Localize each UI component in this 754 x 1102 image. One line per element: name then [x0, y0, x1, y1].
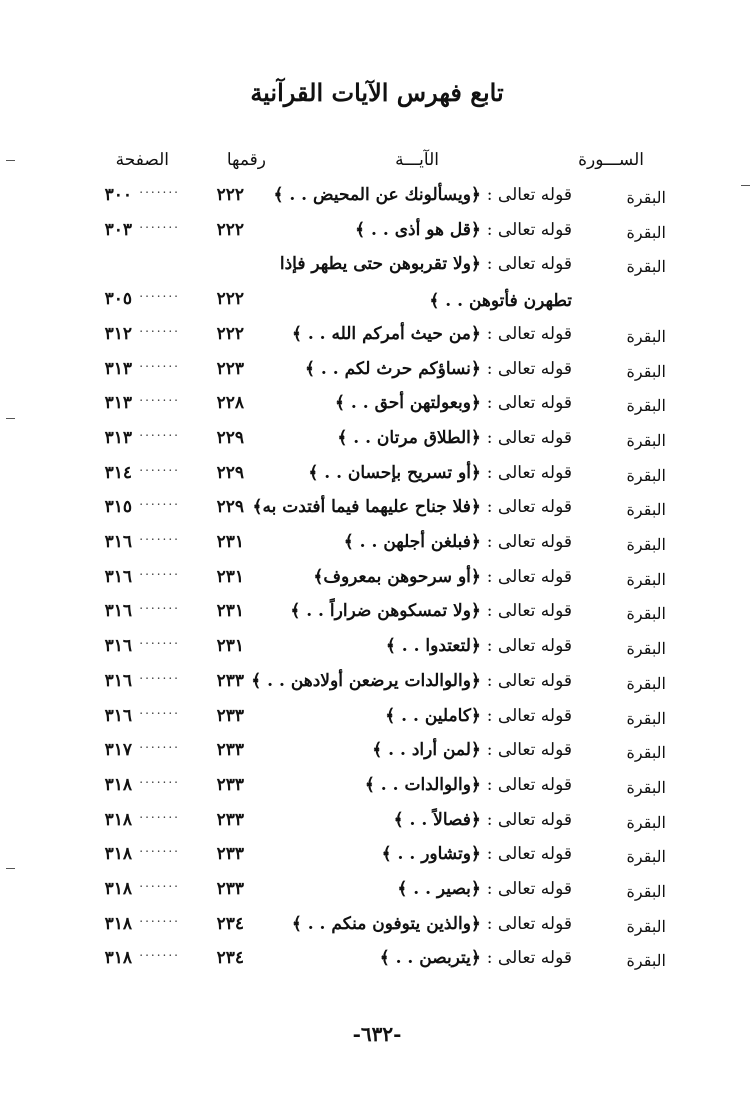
aya-text: ﴿الطلاق مرتان . . ﴾: [337, 427, 481, 448]
surah-name: البقرة: [626, 222, 666, 242]
aya-lead: قوله تعالى :: [486, 809, 572, 830]
header-surah: الســـورة: [578, 150, 644, 170]
leader-dots: .......: [139, 563, 180, 578]
aya-text: ﴿نساؤكم حرث لكم . . ﴾: [305, 358, 481, 379]
aya-cell: [280, 253, 572, 274]
aya-lead: قوله تعالى :: [486, 185, 572, 205]
page-ref: ٣٠٠: [104, 185, 132, 205]
surah-name: البقرة: [626, 604, 666, 624]
aya-text: ﴿فصالاً . . ﴾: [393, 809, 481, 830]
aya-lead: قوله تعالى :: [486, 566, 572, 587]
aya-cell: [305, 358, 572, 379]
page-ref: ٣١٥: [104, 497, 132, 518]
page-ref: ٣٠٥: [104, 289, 132, 310]
aya-lead: قوله تعالى :: [486, 358, 572, 379]
table-row: [0, 562, 754, 596]
aya-cell: [355, 219, 572, 240]
aya-cell: [292, 913, 572, 934]
leader-dots: .......: [139, 667, 180, 682]
surah-name: البقرة: [626, 188, 666, 207]
aya-text: ﴿أو سرحوهن بمعروف﴾: [313, 566, 481, 587]
margin-mark: [6, 868, 15, 869]
aya-text: ﴿ولا تقربوهن حتى يطهر فإذا: [279, 254, 481, 275]
aya-cell: [365, 774, 572, 795]
aya-cell: [394, 809, 572, 830]
surah-name: البقرة: [626, 882, 666, 901]
surah-name: البقرة: [626, 430, 666, 450]
aya-number: ٢٢٢: [216, 289, 244, 310]
page-ref: ٣١٣: [104, 427, 132, 448]
aya-lead: قوله تعالى :: [486, 323, 572, 344]
leader-dots: .......: [139, 633, 180, 648]
table-row: [0, 631, 754, 665]
margin-mark: [741, 185, 750, 186]
surah-name: البقرة: [626, 708, 666, 728]
margin-mark: [6, 418, 15, 419]
leader-dots: .......: [139, 910, 180, 925]
surah-name: البقرة: [626, 500, 666, 520]
table-row: [0, 354, 754, 388]
aya-text: ﴿ولا تمسكوهن ضراراً . . ﴾: [290, 601, 481, 622]
table-row: [0, 874, 754, 908]
aya-cell: [372, 739, 572, 760]
aya-number: ٢٢٩: [216, 497, 244, 518]
aya-number: ٢٢٩: [216, 462, 244, 483]
table-row: [0, 770, 754, 804]
aya-cell: [253, 496, 572, 517]
aya-cell: [251, 670, 572, 691]
table-row: [0, 458, 754, 492]
aya-cell: [397, 878, 572, 899]
page-ref: ٣١٧: [104, 740, 132, 761]
aya-lead: قوله تعالى :: [486, 636, 572, 657]
aya-number: ٢٣١: [216, 601, 244, 622]
leader-dots: .......: [139, 494, 180, 509]
page-number: -٦٣٢-: [352, 1022, 402, 1046]
aya-number: ٢٢٢: [216, 219, 244, 240]
leader-dots: .......: [139, 286, 180, 301]
surah-name: البقرة: [626, 361, 666, 381]
surah-name: البقرة: [626, 847, 666, 867]
aya-lead: قوله تعالى :: [486, 948, 572, 969]
table-row: [0, 423, 754, 457]
surah-name: البقرة: [626, 743, 666, 763]
aya-text: ﴿والذين يتوفون منكم . . ﴾: [291, 913, 481, 934]
aya-lead: قوله تعالى :: [486, 879, 572, 899]
aya-number: ٢٣٣: [216, 705, 244, 726]
page-ref: ٣١٨: [104, 913, 132, 934]
aya-cell: [386, 635, 572, 656]
leader-dots: .......: [139, 876, 180, 890]
aya-lead: قوله تعالى :: [486, 705, 572, 726]
page-ref: ٣١٣: [104, 358, 132, 379]
aya-number: ٢٢٢: [216, 185, 244, 205]
leader-dots: .......: [139, 320, 180, 335]
page-ref: ٣١٦: [104, 601, 132, 622]
aya-cell: [290, 600, 572, 621]
leader-dots: .......: [139, 424, 180, 439]
aya-number: ٢٢٩: [216, 427, 244, 448]
table-row: [0, 388, 754, 422]
aya-lead: قوله تعالى :: [486, 670, 572, 691]
aya-text: ﴿كاملين . . ﴾: [385, 705, 481, 726]
surah-name: البقرة: [626, 465, 666, 485]
aya-lead: قوله تعالى :: [486, 913, 572, 934]
aya-text: ﴿فبلغن أجلهن . . ﴾: [343, 532, 481, 552]
leader-dots: .......: [139, 841, 180, 856]
aya-text: ﴿من حيث أمركم الله . . ﴾: [291, 323, 481, 344]
aya-cell: [385, 705, 572, 726]
table-row: [0, 909, 754, 943]
aya-text: ﴿وبعولتهن أحق . . ﴾: [335, 393, 481, 414]
table-row: [0, 215, 754, 249]
page-ref: ٣١٨: [104, 879, 132, 899]
aya-number: ٢٣٣: [216, 844, 244, 865]
table-row: [0, 805, 754, 839]
aya-lead: قوله تعالى :: [486, 393, 572, 414]
aya-cell: [273, 184, 572, 205]
aya-lead: قوله تعالى :: [486, 601, 572, 622]
aya-cell: [335, 392, 572, 413]
leader-dots: .......: [139, 737, 180, 752]
leader-dots: .......: [139, 529, 180, 543]
surah-name: البقرة: [626, 639, 666, 659]
aya-lead: قوله تعالى :: [486, 532, 572, 552]
aya-cell: [308, 462, 572, 483]
table-row: [0, 839, 754, 873]
aya-cell: [382, 843, 572, 864]
aya-text: ﴿والوالدات يرضعن أولادهن . . ﴾: [251, 670, 481, 691]
aya-lead: قوله تعالى :: [486, 427, 572, 448]
aya-number: ٢٣٣: [216, 670, 244, 691]
aya-lead: قوله تعالى :: [486, 254, 572, 275]
page-ref: ٣١٨: [104, 844, 132, 865]
surah-name: البقرة: [626, 951, 666, 971]
page-ref: ٣١٢: [104, 323, 132, 344]
aya-cell: [344, 531, 572, 552]
aya-cell: [313, 566, 572, 587]
aya-number: ٢٣١: [216, 532, 244, 552]
leader-dots: .......: [139, 806, 180, 821]
margin-mark: [6, 160, 15, 161]
aya-number: ٢٣٤: [216, 913, 244, 934]
page-ref: ٣١٨: [104, 948, 132, 969]
surah-name: البقرة: [626, 396, 666, 416]
header-page: الصفحة: [115, 150, 169, 170]
aya-number: ٢٢٨: [216, 393, 244, 414]
header-number: رقمها: [226, 150, 266, 170]
header-aya: الآيـــة: [395, 150, 439, 170]
table-row: [0, 284, 754, 318]
surah-name: البقرة: [626, 777, 666, 797]
page-ref: ٣١٦: [104, 705, 132, 726]
aya-lead: قوله تعالى :: [486, 462, 572, 483]
page-title: تابع فهرس الآيات القرآنية: [250, 78, 504, 107]
aya-text: ﴿وتشاور . . ﴾: [381, 844, 481, 865]
aya-number: ٢٣١: [216, 566, 244, 587]
table-row: [0, 943, 754, 977]
surah-name: البقرة: [626, 257, 666, 277]
aya-text: ﴿أو تسريح بإحسان . . ﴾: [308, 462, 481, 483]
table-row: [0, 596, 754, 630]
aya-text: تطهرن فأتوهن . . ﴾: [429, 291, 572, 312]
page-ref: ٣١٨: [104, 774, 132, 795]
aya-number: ٢٣٤: [216, 948, 244, 969]
aya-number: ٢٣٣: [216, 774, 244, 795]
leader-dots: .......: [139, 598, 180, 613]
table-row: [0, 701, 754, 735]
aya-cell: [292, 323, 572, 344]
aya-cell: [380, 947, 572, 968]
aya-number: ٢٢٣: [216, 358, 244, 379]
page-ref: ٣١٦: [104, 636, 132, 657]
page-ref: ٣١٣: [104, 393, 132, 414]
page-ref: ٣١٨: [104, 809, 132, 830]
aya-text: ﴿لمن أراد . . ﴾: [372, 740, 481, 761]
aya-lead: قوله تعالى :: [486, 740, 572, 761]
aya-text: ﴿لتعتدوا . . ﴾: [385, 636, 481, 657]
aya-number: ٢٢٢: [216, 323, 244, 344]
table-row: [0, 180, 754, 214]
aya-text: ﴿والوالدات . . ﴾: [364, 774, 481, 795]
surah-name: البقرة: [626, 812, 666, 832]
page-ref: ٣١٦: [104, 566, 132, 587]
aya-lead: قوله تعالى :: [486, 497, 572, 518]
aya-text: ﴿ويسألونك عن المحيض . . ﴾: [273, 185, 481, 205]
surah-name: البقرة: [626, 535, 666, 554]
aya-text: ﴿قل هو أذى . . ﴾: [355, 219, 481, 240]
table-row: [0, 249, 754, 283]
leader-dots: .......: [139, 390, 180, 405]
aya-lead: قوله تعالى :: [486, 844, 572, 865]
leader-dots: .......: [139, 702, 180, 717]
aya-cell: [337, 427, 572, 448]
page-ref: ٣١٤: [104, 462, 132, 483]
leader-dots: .......: [139, 945, 180, 960]
leader-dots: .......: [139, 459, 180, 474]
aya-lead: قوله تعالى :: [486, 774, 572, 795]
surah-name: البقرة: [626, 673, 666, 693]
page-ref: ٣١٦: [104, 670, 132, 691]
table-row: [0, 666, 754, 700]
aya-lead: قوله تعالى :: [486, 219, 572, 240]
aya-text: ﴿فلا جناح عليهما فيما أفتدت به﴾: [252, 497, 481, 518]
aya-text: ﴿بصير . . ﴾: [397, 879, 481, 899]
leader-dots: .......: [139, 355, 180, 370]
table-row: [0, 492, 754, 526]
leader-dots: .......: [139, 182, 180, 196]
surah-name: البقرة: [626, 326, 666, 346]
surah-name: البقرة: [626, 569, 666, 589]
table-row: [0, 319, 754, 353]
page-ref: ٣٠٣: [104, 219, 132, 240]
leader-dots: .......: [139, 216, 180, 231]
aya-cell: [429, 290, 572, 311]
leader-dots: .......: [139, 771, 180, 786]
page-ref: ٣١٦: [104, 532, 132, 552]
aya-number: ٢٣٣: [216, 809, 244, 830]
surah-name: البقرة: [626, 916, 666, 936]
aya-text: ﴿يتربصن . . ﴾: [379, 948, 481, 969]
aya-number: ٢٣١: [216, 636, 244, 657]
aya-number: ٢٣٣: [216, 879, 244, 899]
table-row: [0, 527, 754, 561]
table-row: [0, 735, 754, 769]
aya-number: ٢٣٣: [216, 740, 244, 761]
